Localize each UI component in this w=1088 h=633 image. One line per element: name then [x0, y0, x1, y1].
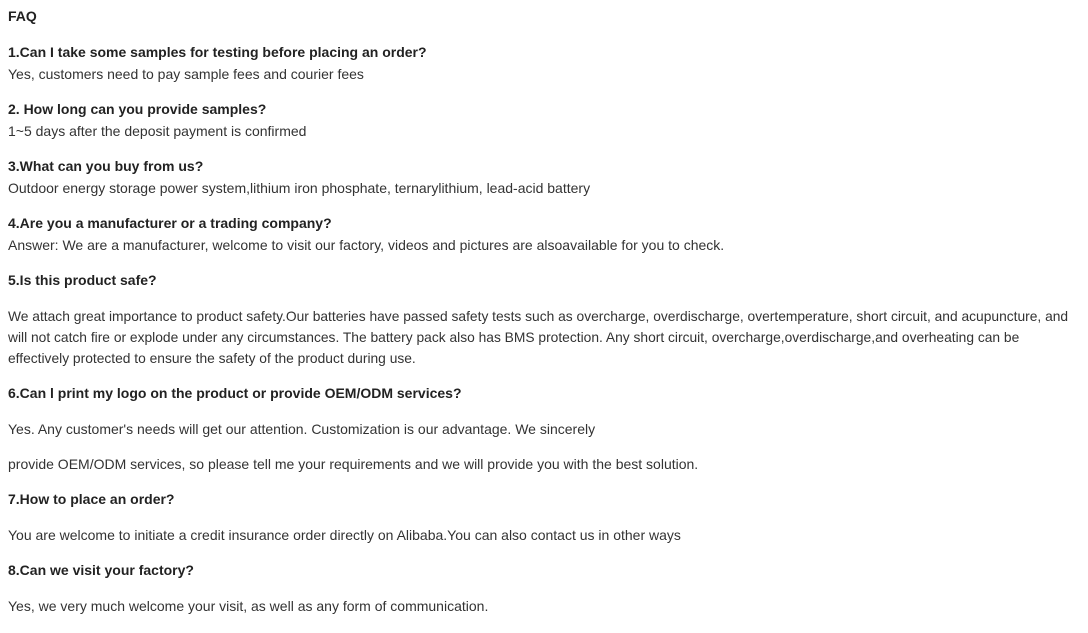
faq-answer-4: Answer: We are a manufacturer, welcome to visit our factory, videos and pictures are alsoavailable for you to check. [8, 237, 725, 253]
faq-question-7: 7.How to place an order? [8, 491, 175, 507]
faq-answer-8: Yes, we very much welcome your visit, as well as any form of communication. [8, 598, 489, 614]
faq-question-4: 4.Are you a manufacturer or a trading company? [8, 215, 332, 231]
faq-question-3: 3.What can you buy from us? [8, 158, 204, 174]
faq-answer-1: Yes, customers need to pay sample fees and courier fees [8, 66, 364, 82]
faq-question-5: 5.Is this product safe? [8, 272, 157, 288]
faq-answer-7: You are welcome to initiate a credit insurance order directly on Alibaba.You can also contact us in other ways [8, 527, 681, 543]
faq-title: FAQ [8, 8, 37, 24]
faq-question-6: 6.Can l print my logo on the product or provide OEM/ODM services? [8, 385, 462, 401]
faq-answer-6-part-1: Yes. Any customer's needs will get our attention. Customization is our advantage. We sincerely [8, 421, 596, 437]
faq-answer-3: Outdoor energy storage power system,lithium iron phosphate, ternarylithium, lead-acid battery [8, 180, 591, 196]
faq-answer-2: 1~5 days after the deposit payment is confirmed [8, 123, 307, 139]
faq-question-1: 1.Can I take some samples for testing before placing an order? [8, 44, 427, 60]
faq-question-2: 2. How long can you provide samples? [8, 101, 267, 117]
faq-question-8: 8.Can we visit your factory? [8, 562, 194, 578]
faq-answer-6-part-2: provide OEM/ODM services, so please tell me your requirements and we will provide you with the best solution. [8, 456, 699, 472]
faq-answer-5: We attach great importance to product safety.Our batteries have passed safety tests such as overcharge, overdischarge, overtemperature, short circuit, and acupuncture, and will not catch fire or explode under any circumstances. The battery pack also has BMS protection. Any short circuit, overcharge,overdischarge,and overheating can be effectively protected to ensure the safety of the product during use. [8, 309, 1069, 366]
